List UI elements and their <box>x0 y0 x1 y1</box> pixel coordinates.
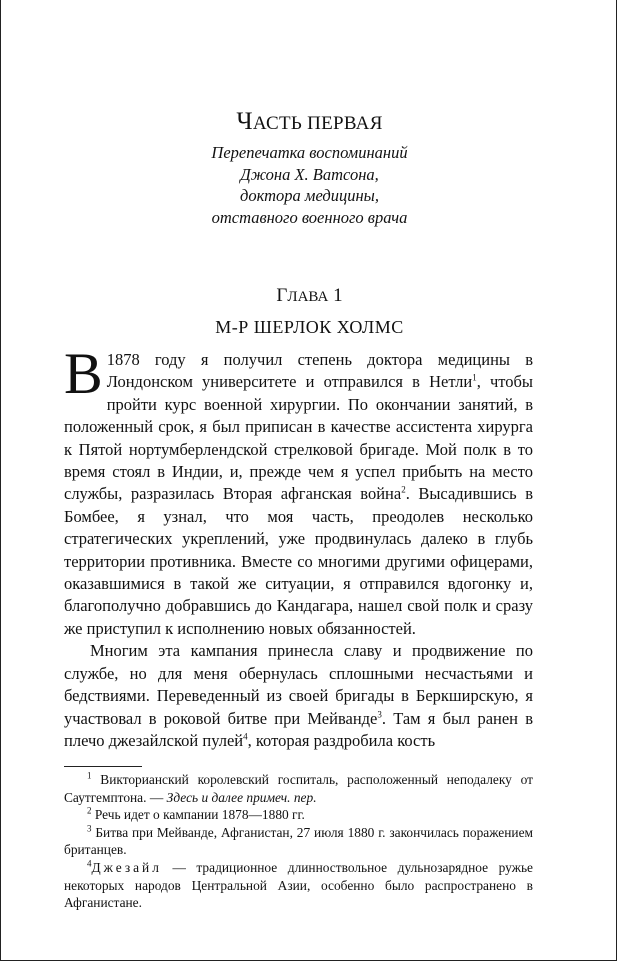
footnote-term: Джезайл <box>91 859 162 875</box>
paragraph-text: 1878 году я получил степень доктора медицины в Лондонском университете и отправился в Нетли <box>106 350 533 392</box>
paragraph <box>64 640 533 752</box>
footnote-number: 3 <box>87 823 92 834</box>
paragraph-text: . Высадившись в Бомбее, я узнал, что моя часть, преодолев несколько стратегических укреплений, уже продвинулась далеко в глубь территории противника. Вместе со многими другими офицерами, оказавшимися в такой же ситуации, я отправился вдогонку и, благополучно добравшись до Кандагара, нашел свой полк и сразу же приступил к исполнению новых обязанностей. <box>64 484 533 638</box>
subtitle-line: Перепечатка воспоминаний <box>211 143 408 162</box>
footnote-ref[interactable]: 1 <box>472 372 477 383</box>
footnote-ref[interactable]: 3 <box>377 709 382 719</box>
footnote <box>64 824 533 859</box>
chapter-label-initial: Г <box>276 285 288 306</box>
footnotes <box>64 771 533 912</box>
part-title-rest: АСТЬ ПЕРВАЯ <box>252 113 383 134</box>
part-subtitle <box>1 142 617 228</box>
chapter-label-rest: ЛАВА <box>287 289 329 305</box>
footnote-text: Викторианский королевский госпиталь, расположенный неподалеку от Саутгемптона. — <box>64 772 533 805</box>
chapter-number <box>1 283 617 310</box>
paragraph-text: , которая раздробила кость <box>247 730 436 750</box>
footnote-number: 4 <box>87 858 92 869</box>
footnote-text: Битва при Мейванде, Афганистан, 27 июля 1880 г. закончилась поражением британцев. <box>64 824 533 858</box>
footnote-text: — традиционное длинноствольное дульнозарядное ружье некоторых народов Центральной Азии, особенно было распространено в Афганистане. <box>64 859 533 911</box>
footnote-ref[interactable]: 4 <box>243 731 248 742</box>
footnote-number: 2 <box>87 805 92 816</box>
chapter-number-value: 1 <box>333 285 343 306</box>
part-heading-block <box>1 106 617 228</box>
part-title <box>1 106 617 140</box>
footnote-ref[interactable]: 2 <box>401 484 406 495</box>
footnote-divider <box>64 766 142 767</box>
subtitle-line: отставного военного врача <box>211 207 408 227</box>
paragraph <box>64 341 533 640</box>
paragraph-text: Многим эта кампания принесла славу и продвижение по службе, но для меня обернулась сплошными несчастьями и бедствиями. Переведенный из своей бригады в Беркширскую, я участвовал в роковой битве при Мейванде <box>64 641 533 728</box>
chapter-heading-block <box>1 283 617 340</box>
footnote-italic-text: Здесь и далее примеч. пер. <box>166 789 317 805</box>
footnote-number: 1 <box>87 770 92 781</box>
chapter-title: М-Р ШЕРЛОК ХОЛМС <box>215 317 404 337</box>
main-text <box>64 341 533 752</box>
footnote-text: Речь идет о кампании 1878—1880 гг. <box>91 807 305 823</box>
subtitle-line: Джона Х. Ватсона, <box>240 164 379 184</box>
paragraph-text: . Там я был ранен в плечо джезайлской пулей <box>64 708 533 750</box>
footnote <box>64 806 533 824</box>
paragraph-text: , чтобы пройти курс военной хирургии. По окончании занятий, в положенный срок, я был приписан в качестве ассистента хирурга к Пятой нортумберлендской стрелковой бригаде. Мой полк в то время стоял в Индии, и, прежде чем я успел прибыть на место службы, разразилась Вторая афганская война <box>64 372 533 504</box>
footnote <box>64 859 533 912</box>
part-title-initial: Ч <box>236 108 253 135</box>
footnote <box>64 771 533 806</box>
subtitle-line: доктора медицины, <box>240 186 379 205</box>
drop-cap: В <box>64 341 103 406</box>
